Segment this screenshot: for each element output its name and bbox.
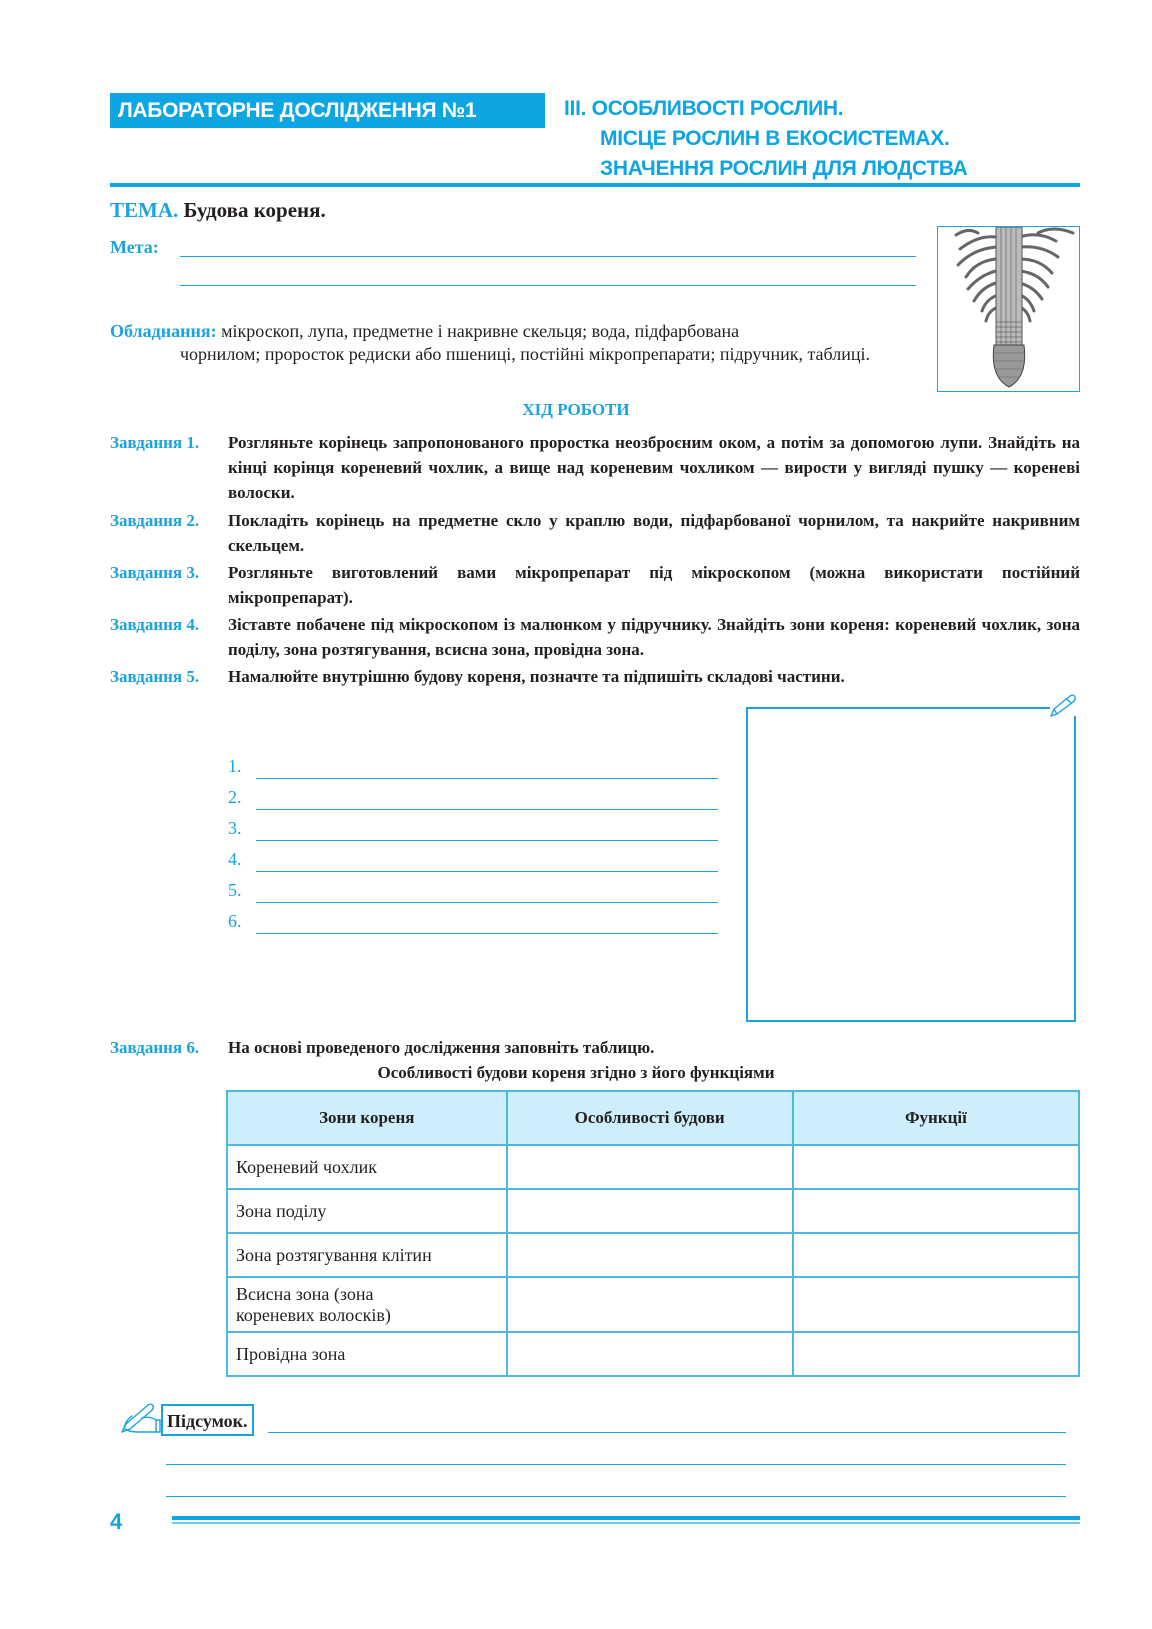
label-row-1 (228, 756, 718, 787)
structure-cell[interactable] (507, 1145, 793, 1189)
label-row-2 (228, 787, 718, 818)
summary-input-line-1[interactable] (268, 1432, 1066, 1433)
table-row (227, 1189, 1079, 1233)
column-header-functions: Функції (793, 1091, 1079, 1145)
task-1 (110, 430, 1080, 505)
label-input-line[interactable] (256, 871, 718, 872)
structure-cell[interactable] (507, 1233, 793, 1277)
task-text: Розгляньте виготовлений вами мікропрепарат під мікроскопом (можна використати постійний мікропрепарат). (228, 563, 1080, 607)
page-number: 4 (110, 1509, 123, 1534)
function-cell[interactable] (793, 1233, 1079, 1277)
label-row-5 (228, 880, 718, 911)
zone-name-cell: Всисна зона (зона кореневих волосків) (227, 1277, 507, 1332)
column-header-structure: Особливості будови (507, 1091, 793, 1145)
task-text: Зіставте побачене під мікроскопом із малюнком у підручнику. Знайдіть зони кореня: кореневий чохлик, зона поділу, зона розтягування, всисна зона, провідна зона. (228, 615, 1080, 659)
procedure-heading: ХІД РОБОТИ (522, 400, 630, 419)
label-row-6 (228, 911, 718, 942)
equipment-text-rest: чорнилом; проросток редиски або пшениці, постійні мікропрепарати; підручник, таблиці. (180, 344, 870, 364)
root-tip-illustration-icon (938, 227, 1079, 391)
drawing-area-right-border (1074, 716, 1076, 1022)
zone-name-cell: Провідна зона (227, 1332, 507, 1376)
task-label: Завдання 3. (110, 563, 200, 582)
function-cell[interactable] (793, 1189, 1079, 1233)
task-text: На основі проведеного дослідження заповніть таблицю. (228, 1038, 655, 1057)
label-number: 3. (228, 818, 242, 838)
function-cell[interactable] (793, 1277, 1079, 1332)
header-divider (110, 183, 1080, 187)
table-row (227, 1277, 1079, 1332)
root-zones-table (226, 1090, 1080, 1377)
task-2 (110, 508, 1080, 558)
label-number: 2. (228, 787, 242, 807)
zone-name-cell: Зона поділу (227, 1189, 507, 1233)
label-input-line[interactable] (256, 933, 718, 934)
task-text: Покладіть корінець на предметне скло у краплю води, підфарбованої чорнилом, та накрийте накривним скельцем. (228, 511, 1080, 555)
section-title-line-1: ІІІ. ОСОБЛИВОСТІ РОСЛИН. (564, 97, 844, 120)
function-cell[interactable] (793, 1145, 1079, 1189)
equipment-text-first: мікроскоп, лупа, предметне і накривне скельця; вода, підфарбована (221, 321, 740, 341)
footer-rule-thin (172, 1522, 1080, 1524)
structure-cell[interactable] (507, 1332, 793, 1376)
equipment-label: Обладнання: (110, 321, 217, 341)
label-number: 6. (228, 911, 242, 931)
label-row-4 (228, 849, 718, 880)
goal-label: Мета: (110, 237, 159, 257)
function-cell[interactable] (793, 1332, 1079, 1376)
summary-label: Підсумок. (161, 1404, 254, 1436)
root-tip-figure (937, 226, 1080, 392)
labels-list (228, 756, 718, 942)
pen-icon (1048, 693, 1078, 719)
task-5 (110, 664, 1080, 689)
task-label: Завдання 1. (110, 433, 200, 452)
label-number: 5. (228, 880, 242, 900)
task-label: Завдання 5. (110, 667, 200, 686)
task-label: Завдання 6. (110, 1038, 200, 1057)
label-number: 1. (228, 756, 242, 776)
task-6 (110, 1035, 1080, 1060)
task-text: Намалюйте внутрішню будову кореня, позначте та підпишіть складові частини. (228, 667, 845, 686)
goal-input-line-2[interactable] (180, 285, 916, 286)
label-input-line[interactable] (256, 778, 718, 779)
label-input-line[interactable] (256, 902, 718, 903)
zone-name-cell: Кореневий чохлик (227, 1145, 507, 1189)
label-row-3 (228, 818, 718, 849)
footer-rule (172, 1516, 1080, 1520)
section-title (564, 94, 968, 184)
equipment (110, 320, 915, 366)
task-label: Завдання 4. (110, 615, 200, 634)
drawing-area-top-border (746, 707, 1050, 709)
task-4 (110, 612, 1080, 662)
summary-input-line-3[interactable] (166, 1496, 1066, 1497)
task-label: Завдання 2. (110, 511, 200, 530)
table-row (227, 1233, 1079, 1277)
topic-label: ТЕМА. (110, 198, 179, 222)
structure-cell[interactable] (507, 1189, 793, 1233)
label-input-line[interactable] (256, 809, 718, 810)
table-row (227, 1332, 1079, 1376)
summary-input-line-2[interactable] (166, 1464, 1066, 1465)
topic (110, 198, 326, 223)
task-text: Розгляньте корінець запропонованого проростка неозброєним оком, а потім за допомогою лупи. Знайдіть на кінці корінця кореневий чохлик, а вище над кореневим чохликом — вирости у вигляді пушку — кореневі волоски. (228, 433, 1080, 502)
zone-name-cell: Зона розтягування клітин (227, 1233, 507, 1277)
section-title-line-3: ЗНАЧЕННЯ РОСЛИН ДЛЯ ЛЮДСТВА (600, 157, 968, 180)
writing-hand-icon (118, 1402, 162, 1436)
topic-text: Будова кореня. (183, 198, 326, 222)
table-row (227, 1145, 1079, 1189)
task-3 (110, 560, 1080, 610)
label-input-line[interactable] (256, 840, 718, 841)
table-header-row (227, 1091, 1079, 1145)
drawing-area[interactable] (746, 707, 1076, 1022)
table-caption: Особливості будови кореня згідно з його функціями (377, 1063, 775, 1082)
lab-badge: ЛАБОРАТОРНЕ ДОСЛІДЖЕННЯ №1 (110, 93, 545, 128)
column-header-zones: Зони кореня (227, 1091, 507, 1145)
goal-input-line-1[interactable] (180, 256, 916, 257)
section-title-line-2: МІСЦЕ РОСЛИН В ЕКОСИСТЕМАХ. (600, 127, 950, 150)
label-number: 4. (228, 849, 242, 869)
structure-cell[interactable] (507, 1277, 793, 1332)
